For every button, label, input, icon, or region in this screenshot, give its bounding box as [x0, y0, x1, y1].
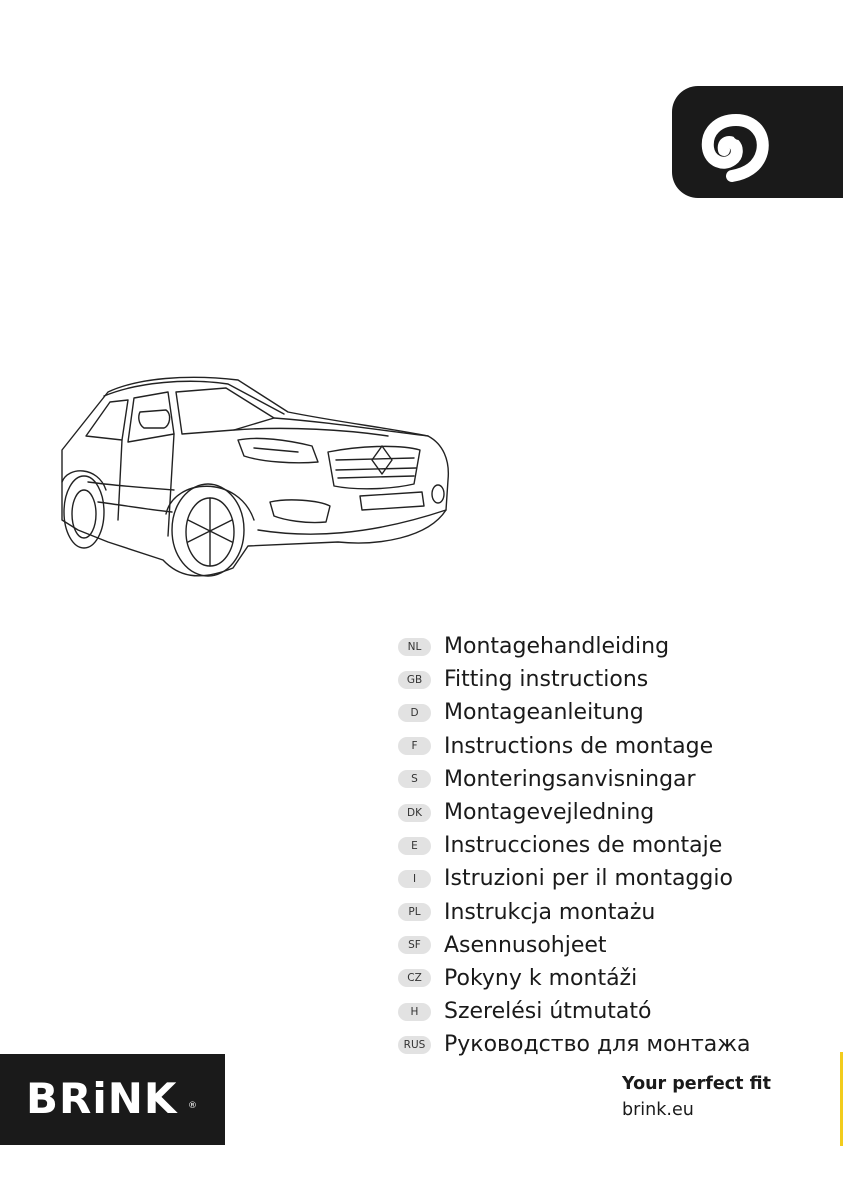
list-item: [398, 796, 798, 829]
list-item: [398, 995, 798, 1028]
language-label: Fitting instructions: [444, 667, 649, 693]
language-label: Instructions de montage: [444, 733, 714, 759]
language-label: Montagehandleiding: [444, 634, 670, 660]
language-code-badge: RUS: [398, 1036, 431, 1054]
brand-logo: [0, 1054, 225, 1145]
brand-tagline: Your perfect fit: [622, 1074, 771, 1094]
towbar-tab: [672, 86, 843, 198]
language-label: Instrucciones de montaje: [444, 833, 723, 859]
list-item: [398, 696, 798, 729]
list-item: [398, 962, 798, 995]
language-label: Montageanleitung: [444, 700, 644, 726]
language-code-badge: GB: [398, 671, 431, 689]
language-label: Instrukcja montażu: [444, 899, 656, 925]
language-code-badge: PL: [398, 903, 431, 921]
language-label: Istruzioni per il montaggio: [444, 866, 733, 892]
list-item: [398, 663, 798, 696]
language-label: Montagevejledning: [444, 800, 655, 826]
language-label: Szerelési útmutató: [444, 999, 652, 1025]
language-list: [398, 630, 798, 1061]
language-label: Руководство для монтажа: [444, 1032, 751, 1058]
language-code-badge: D: [398, 704, 431, 722]
language-code-badge: SF: [398, 936, 431, 954]
list-item: [398, 929, 798, 962]
brand-logo-text: BRiNK: [26, 1074, 178, 1123]
language-code-badge: NL: [398, 638, 431, 656]
brand-website: brink.eu: [622, 1100, 694, 1120]
language-code-badge: S: [398, 770, 431, 788]
language-code-badge: H: [398, 1003, 431, 1021]
list-item: [398, 829, 798, 862]
list-item: [398, 862, 798, 895]
language-code-badge: E: [398, 837, 431, 855]
language-label: Pokyny k montáži: [444, 965, 638, 991]
language-code-badge: I: [398, 870, 431, 888]
towbar-hook-icon: [696, 104, 776, 184]
list-item: [398, 1028, 798, 1061]
language-code-badge: F: [398, 737, 431, 755]
language-label: Monteringsanvisningar: [444, 766, 696, 792]
rear-wheel: [64, 476, 104, 548]
language-code-badge: DK: [398, 804, 431, 822]
language-label: Asennusohjeet: [444, 932, 607, 958]
language-code-badge: CZ: [398, 969, 431, 987]
list-item: [398, 730, 798, 763]
list-item: [398, 896, 798, 929]
car-illustration: [48, 370, 458, 590]
list-item: [398, 763, 798, 796]
registered-mark: ®: [188, 1101, 197, 1111]
list-item: [398, 630, 798, 663]
